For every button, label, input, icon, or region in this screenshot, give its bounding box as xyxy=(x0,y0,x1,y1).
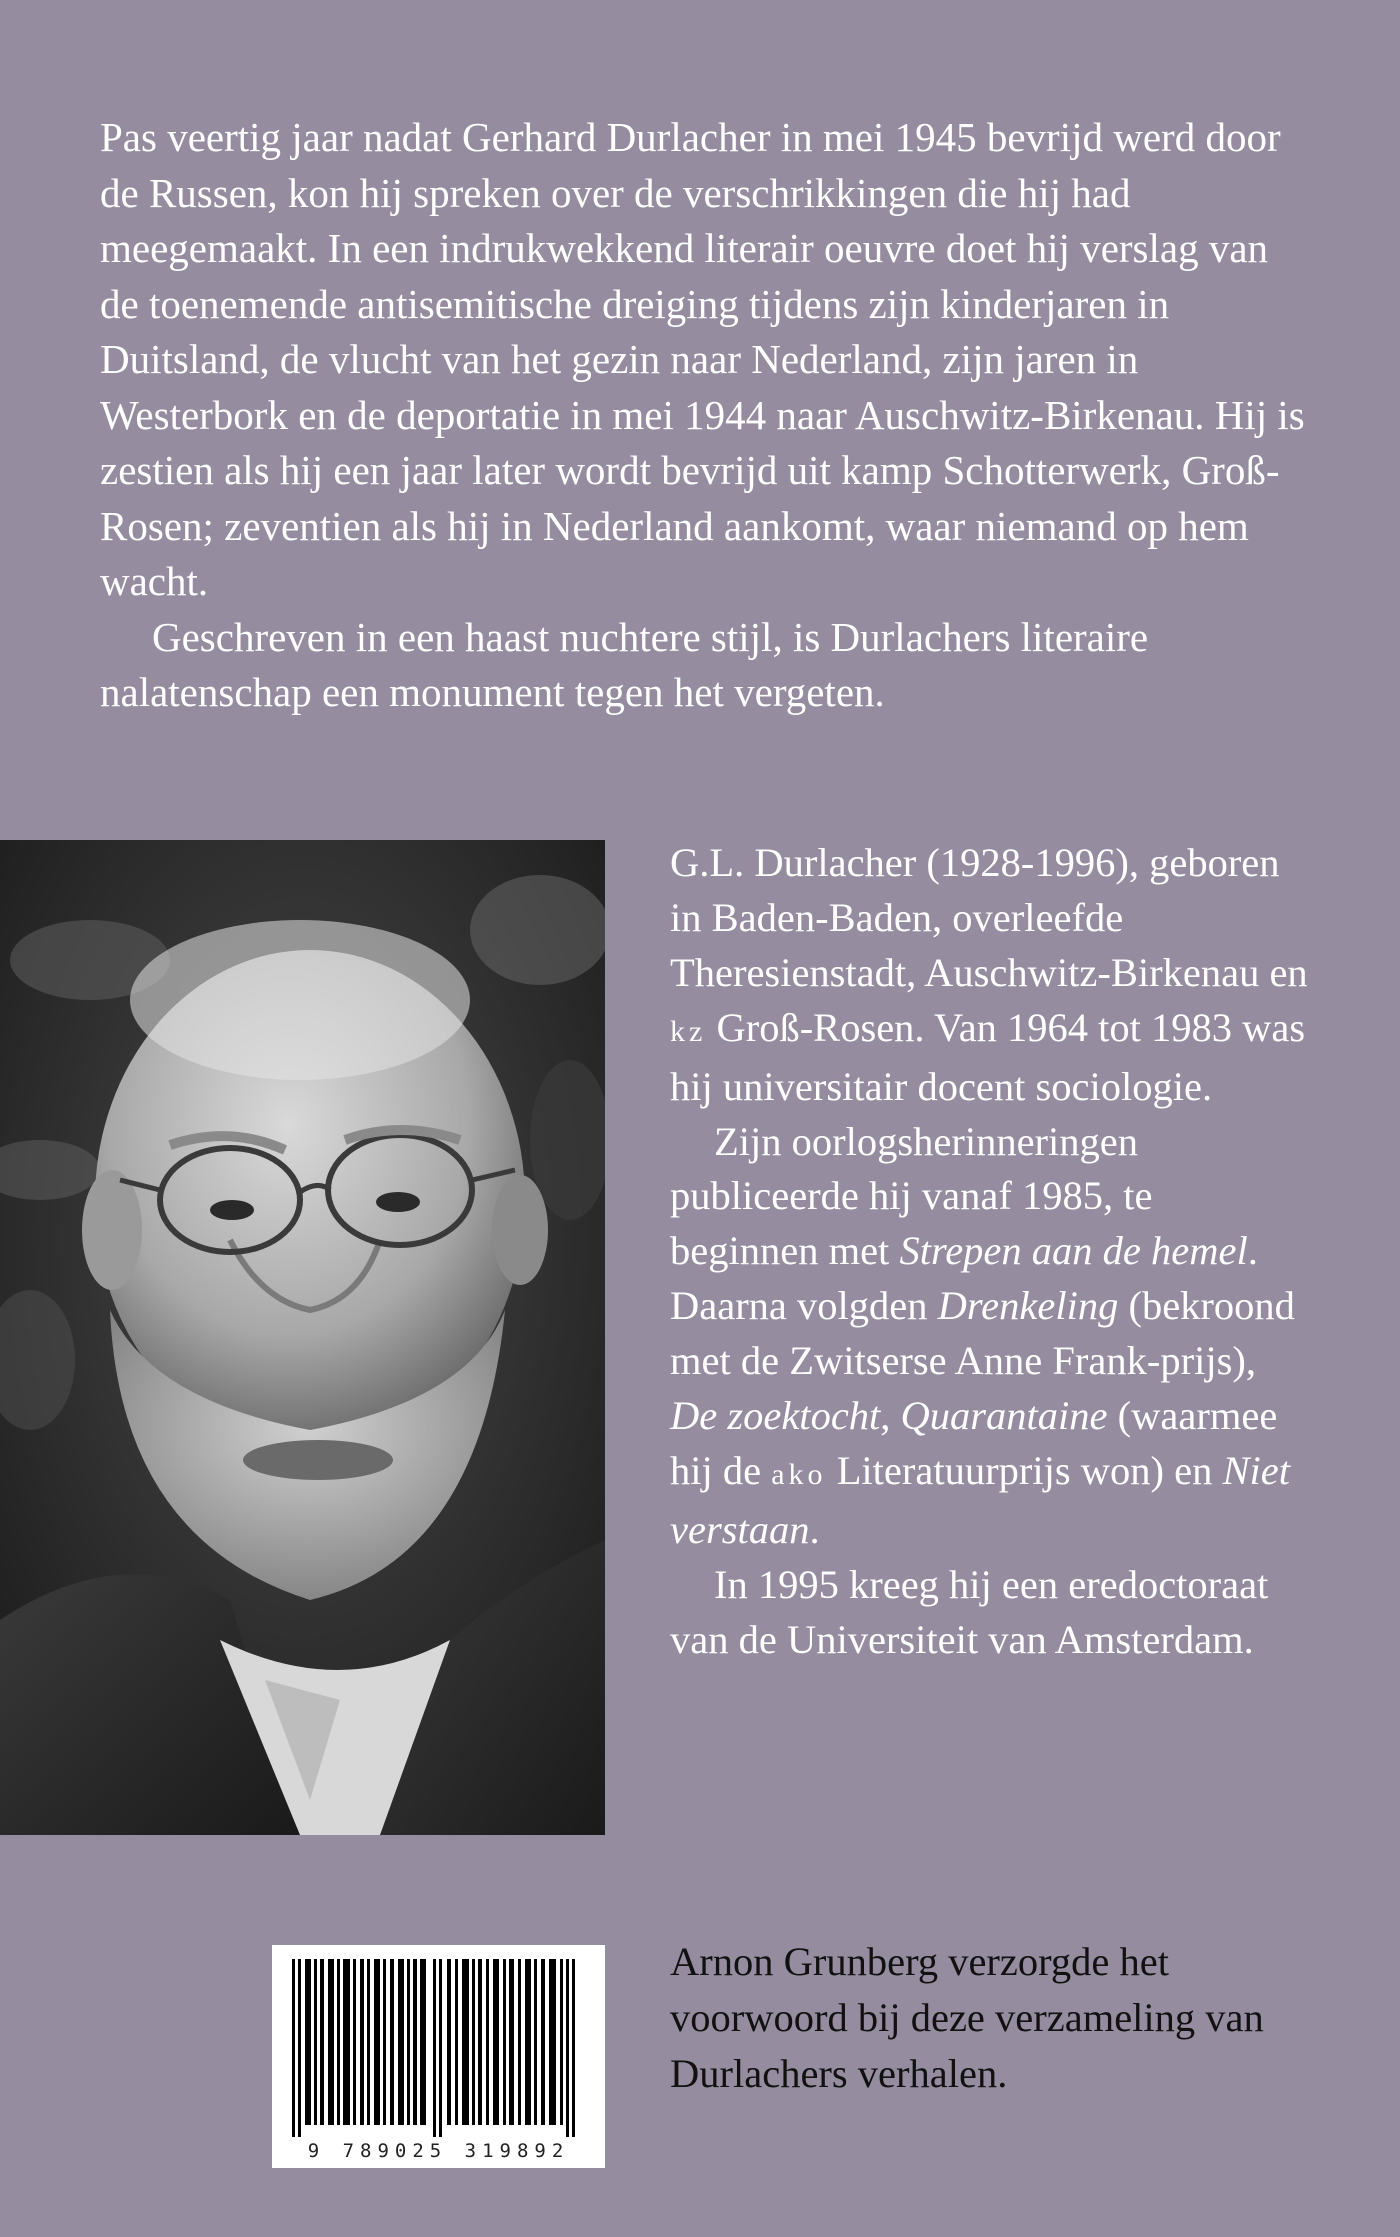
bio-text: . Daarna volgden xyxy=(670,1228,1258,1329)
bio-text: . xyxy=(809,1506,820,1552)
bio-paragraph-2 xyxy=(670,1115,1310,1558)
barcode-bars xyxy=(272,1945,605,2168)
blurb-paragraph-1: Pas veertig jaar nadat Gerhard Durlacher in mei 1945 bevrijd werd door de Russen, kon hij spreken over de verschrikkingen die hij had meegemaakt. In een indrukwekkend literair oeuvre doet hij verslag van de toenemende antisemitische dreiging tijdens zijn kinderjaren in Duitsland, de vlucht van het gezin naar Nederland, zijn jaren in Westerbork en de deportatie in mei 1944 naar Auschwitz-Birkenau. Hij is zestien als hij een jaar later wordt bevrijd uit kamp Schotterwerk, Groß-Rosen; zeventien als hij in Nederland aankomt, waar niemand op hem wacht. xyxy=(100,114,1305,604)
bio-text: Zijn oorlogsherinneringen publiceerde hij vanaf 1985, te beginnen met xyxy=(670,1118,1153,1274)
isbn-barcode xyxy=(272,1945,605,2168)
author-biography xyxy=(670,836,1310,1668)
bio-text: Literatuurprijs won) en xyxy=(826,1447,1223,1493)
book-title: Drenkeling xyxy=(937,1283,1119,1329)
book-title: Quarantaine xyxy=(900,1393,1108,1439)
credit-text: Arnon Grunberg verzorgde het voorwoord bij deze verzameling van Durlachers verhalen. xyxy=(670,1939,1264,2096)
kz-abbreviation: kz xyxy=(670,1014,707,1048)
isbn-digits: 9 789025 319892 xyxy=(307,2140,570,2162)
ako-abbreviation: ako xyxy=(771,1457,827,1491)
book-title: Strepen aan de hemel xyxy=(899,1228,1248,1274)
bio-text: (waarmee hij de xyxy=(670,1393,1278,1493)
bio-paragraph-1 xyxy=(670,836,1310,1115)
book-title: Niet verstaan xyxy=(670,1447,1290,1552)
blurb-paragraph-2: Geschreven in een haast nuchtere stijl, is Durlachers literaire nalatenschap een monument tegen het vergeten. xyxy=(100,613,1149,715)
back-cover-blurb xyxy=(100,110,1310,721)
bio-text: G.L. Durlacher (1928-1996), geboren in Baden-Baden, overleefde Theresienstadt, Auschwitz-Birkenau en xyxy=(670,840,1308,995)
bio-text: , xyxy=(880,1393,901,1439)
bio-text: Groß-Rosen. Van 1964 tot 1983 was hij universitair docent sociologie. xyxy=(670,1004,1306,1109)
author-photo xyxy=(0,840,605,1835)
bio-text: (bekroond met de Zwitserse Anne Frank-prijs), xyxy=(670,1283,1295,1384)
book-title: De zoektocht xyxy=(670,1393,881,1439)
foreword-credit xyxy=(670,1934,1330,2102)
bio-paragraph-3: In 1995 kreeg hij een eredoctoraat van de Universiteit van Amsterdam. xyxy=(670,1561,1269,1662)
